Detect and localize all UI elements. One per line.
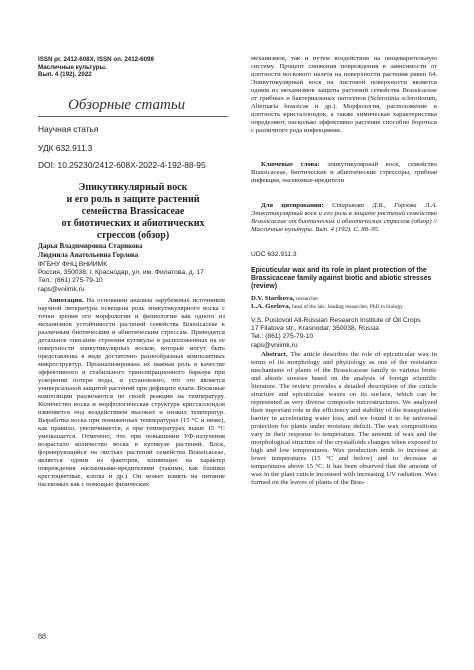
abstract-ru-label: Аннотация. — [48, 297, 84, 304]
title-ru-line: от биотических и абиотических — [61, 218, 205, 229]
article-type: Научная статья — [38, 124, 99, 134]
affil-en-line: Tel.: (861) 275-79-10 — [251, 333, 314, 341]
journal-name: Масличные культуры. — [38, 63, 107, 71]
abstract-en — [251, 351, 437, 487]
keywords — [251, 161, 437, 185]
author-en-role: head of the lab., leading researcher, PhD in biology — [292, 304, 403, 311]
keywords-label: Ключевые слова: — [261, 161, 320, 168]
page-number: 88 — [38, 632, 46, 641]
issn-line: ISSN pr. 2412-608X, ISSN on. 2412-6098 — [38, 56, 154, 63]
journal-header — [38, 56, 218, 79]
title-ru-line: семейства Brassicaceae — [81, 206, 185, 217]
affil-ru-line: raps@vniimk.ru — [38, 285, 85, 293]
author-en-name: D.V. Starikova, — [251, 295, 295, 302]
title-ru-line: стрессов (обзор) — [96, 230, 170, 241]
affil-en-line: 17 Filatova str., Krasnodar, 350038, Russia — [251, 325, 379, 333]
affil-en-line: V.S. Pustovoit All-Russian Research Institute of Oil Crops — [251, 317, 421, 324]
article-title-ru — [38, 182, 228, 242]
citation-label: Для цитирования: — [261, 202, 324, 209]
affil-ru-line: ФГБНУ ФНЦ ВНИИМК — [38, 261, 108, 268]
doi: DOI: 10.25230/2412-608X-2022-4-192-88-95 — [38, 160, 206, 170]
affil-ru-line: Тел.: (861) 275-79-10 — [38, 277, 103, 285]
udc-ru: УДК 632.911.3 — [38, 143, 93, 153]
author-en-role: researcher — [296, 296, 319, 302]
author-en — [251, 303, 437, 311]
citation-text: Старикова Д.В., Горлова Л.А. Эпикутикулярный воск и его роль в защите растений семейства Brassicaceae от биотических и абиотических стрессов (обзор) // Масличные культуры. Вып. 4 (192). С. 88–95. — [251, 202, 437, 233]
udc-en: UDC 632.911.3 — [251, 251, 297, 258]
affiliation-ru — [38, 261, 228, 294]
title-ru-line: и его роль в защите растений — [66, 194, 200, 205]
abstract-ru-text: На основании анализа зарубежных источников научной литературы освещена роль эпикутикулярного воска с точки зрения его морфологии и физиологии как одного из механизмов устойчивости растений семейства Brassicaceae к различным биотическим и абиотическим стрессам. Приводится детальное описание строения кутикулы и расположенных на ее поверхности эпикутикулярных восков, которые могут быть представлены в виде достаточно разнообразных композитных микроструктур. Проанализирована их важная роль в качестве эффективного и стабильного транспирационного барьера при ускорении потери воды, и установлено, что это является универсальной защитой растений при дефиците влаги. Восковые композиции различаются по своей реакции на температуру. Количество воска и морфологическая структура кристаллоидов изменяется под воздействием высоких и низких температур. Выработка воска при пониженных температурах (15 °С и ниже), как правило, увеличивается, а при температурах выше 15 °С уменьшается. Отмечено, что при повышении УФ-излучения возрастало количество воска в кутикуле растений. Воск, формирующийся на листьях растений семейства Brassicaceae, является одним из факторов, влияющих на характер повреждения насекомыми-вредителями (такими, как блошки крестоцветные, клопы и др.). Он может влиять на питание насекомых как с помощью физических — [38, 297, 226, 488]
rubric-divider — [38, 116, 228, 117]
keywords-text: эпикутикулярный воск, семейство Brassicaceae, биотические и абиотические стрессоры, грибная инфекция, насекомые-вредители — [251, 161, 437, 184]
article-title-en: Epicuticular wax and its role in plant protection of the Brassicaceae family against biotic and abiotic stresses (review) — [251, 267, 432, 291]
abstract-en-label: Abstract. — [261, 351, 288, 358]
affil-ru-line: Россия, 350038, г. Краснодар, ул. им. Филатова, д. 17 — [38, 269, 204, 277]
author-ru: Людмила Анатольевна Горлова — [38, 250, 139, 259]
rubric-title: Обзорные статьи — [68, 97, 186, 113]
author-en — [251, 295, 437, 303]
author-ru: Дарья Владимировна Старикова — [38, 242, 143, 250]
citation — [251, 202, 437, 234]
abstract-ru — [38, 297, 225, 489]
issue-line: Вып. 4 (192). 2022 — [38, 71, 92, 78]
author-en-name: L.A. Gorlova, — [251, 303, 291, 311]
abstract-en-text: The article describes the role of epicuticular wax in terms of its morphology and physiology as one of the resistance mechanisms of plants of the Brassicaceae family to various biotic and abiotic stresses based on the analysis of foreign scientific literature. The review provides a detailed description of the cuticle structure and epicuticular waxes on its surface, which can be represented as very diverse composite microstructures. We analyzed their important role in the efficiency and stability of the transpiration barrier in accelerating water loss, and we found it to be universal protection for plants under moisture deficit. The wax compositions vary in their response to temperature. The amount of wax and the morphological structure of the crystalloids changes when exposed to high and low temperatures. Wax production tends to increase at lower temperatures (15 °C and below) and to decrease at temperatures above 15 °C. It has been observed that the amount of wax in the plant cuticle increased with increasing UV radiation. Wax formed on the leaves of plants of the Bras- — [251, 351, 437, 486]
title-ru-line: Эпикутикулярный воск — [78, 182, 188, 193]
abstract-ru-continued: механизмов, так и путем воздействия на пищеварительную систему. Процент снижения повреждения в зависимости от плотности воскового налета на поверхности растения равен 64. Эпикутикулярный воск на листовой поверхности является одним из механизмов защиты растений семейства Brassicaceae от грибных и бактериальных патогенов (Sclerotinia sclerotiorum, Alternaria brassicae и др.). Морфология, расположение и плотность кристаллоидов, а также химическая характеристика определяют, насколько эффективно растение способно бороться с различного рода инфекциями. — [251, 55, 437, 134]
authors-ru — [38, 242, 228, 259]
affiliation-en — [251, 317, 437, 350]
authors-en — [251, 295, 437, 311]
affil-en-line: raps@vniimk.ru — [251, 341, 298, 349]
